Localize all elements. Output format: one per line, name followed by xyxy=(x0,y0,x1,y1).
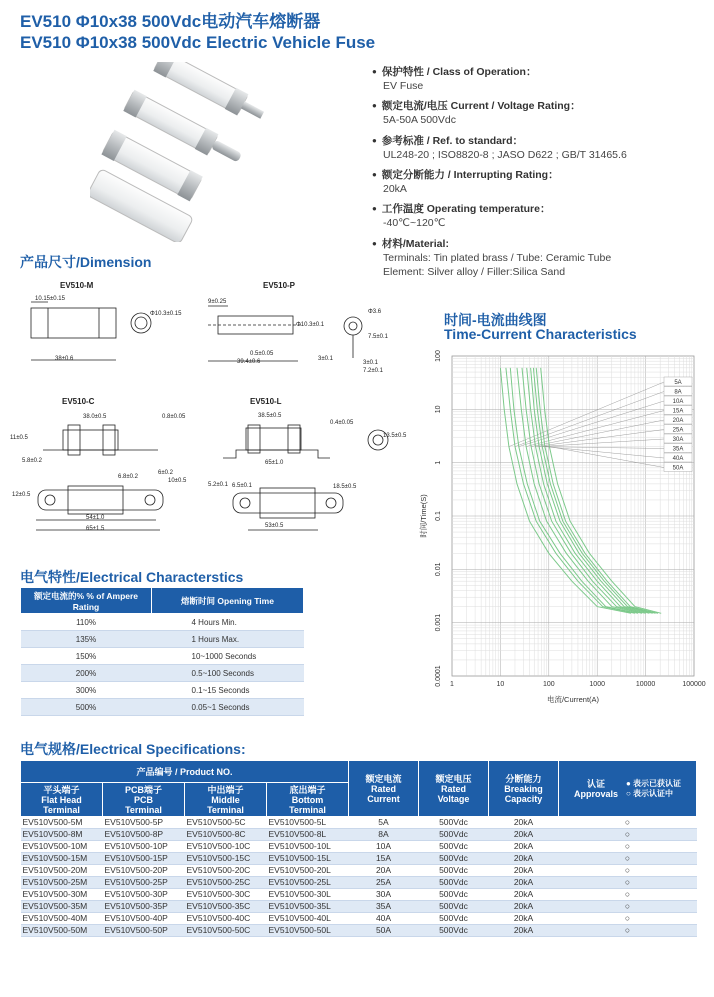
table-row xyxy=(21,682,304,699)
pending-legend: ○ 表示认证中 xyxy=(625,788,674,798)
value-cell: 20kA xyxy=(489,841,559,853)
legend-label-30A: 30A xyxy=(672,437,684,443)
approval-cell: ○ xyxy=(559,913,697,925)
part-number-cell: EV510V500-50P xyxy=(103,925,185,937)
dim-c-d6: 6±0.2 xyxy=(158,470,173,476)
dim-c-d1: 38.0±0.5 xyxy=(83,414,107,420)
dim-c-d5: 6.8±0.2 xyxy=(118,474,138,480)
approval-cell: ○ xyxy=(559,925,697,937)
part-number-cell: EV510V500-20C xyxy=(185,865,267,877)
dim-l-d5: 6.5±0.1 xyxy=(232,483,252,489)
value-cell: 15A xyxy=(349,853,419,865)
approved-legend: ● 表示已获认证 xyxy=(625,778,682,788)
part-number-cell: EV510V500-35C xyxy=(185,901,267,913)
percent-cell: 200% xyxy=(21,665,152,682)
breaking-header: 分断能力 Breaking Capacity xyxy=(489,761,559,817)
part-number-cell: EV510V500-40L xyxy=(267,913,349,925)
dim-c-d7: 10±0.5 xyxy=(168,478,187,484)
spec-rating: ● 额定电流/电压 Current / Voltage Rating： 5A-50A 500Vdc xyxy=(372,99,702,127)
value-cell: 500Vdc xyxy=(419,877,489,889)
dim-l-d7: 18.5±0.5 xyxy=(333,484,357,490)
value-cell: 500Vdc xyxy=(419,901,489,913)
tc-heading-cn: 时间-电流曲线图 xyxy=(444,312,547,328)
y-tick-label: 0.01 xyxy=(435,562,442,577)
spec-interrupting: ● 额定分断能力 / Interrupting Rating： 20kA xyxy=(372,168,702,196)
table-row xyxy=(21,841,697,853)
terminal-header-2: 中出端子 Middle Terminal xyxy=(185,783,267,817)
part-number-cell: EV510V500-5L xyxy=(267,817,349,829)
part-number-cell: EV510V500-40P xyxy=(103,913,185,925)
x-tick-label: 100 xyxy=(542,681,555,688)
part-number-cell: EV510V500-25L xyxy=(267,877,349,889)
part-number-cell: EV510V500-50L xyxy=(267,925,349,937)
part-number-cell: EV510V500-25M xyxy=(21,877,103,889)
value-cell: 20kA xyxy=(489,865,559,877)
title-cn: EV510 Φ10x38 500Vdc电动汽车熔断器 xyxy=(20,12,321,31)
series-leader-50A xyxy=(549,447,664,468)
part-number-cell: EV510V500-30L xyxy=(267,889,349,901)
x-tick-label: 100000 xyxy=(682,681,706,688)
part-number-cell: EV510V500-15C xyxy=(185,853,267,865)
time-current-chart xyxy=(418,346,710,708)
part-number-cell: EV510V500-35M xyxy=(21,901,103,913)
dim-c-d9: 54±1.0 xyxy=(86,515,105,521)
part-number-cell: EV510V500-25P xyxy=(103,877,185,889)
y-tick-label: 10 xyxy=(435,405,442,414)
approval-cell: ○ xyxy=(559,877,697,889)
dim-p-d2: Φ10.3±0.1 xyxy=(296,322,325,328)
part-number-cell: EV510V500-20M xyxy=(21,865,103,877)
value-cell: 5A xyxy=(349,817,419,829)
part-number-cell: EV510V500-40M xyxy=(21,913,103,925)
part-number-cell: EV510V500-8M xyxy=(21,829,103,841)
product-no-header: 产品编号 / Product NO. xyxy=(21,761,349,783)
product-photo xyxy=(90,62,270,242)
value-cell: 500Vdc xyxy=(419,853,489,865)
y-tick-label: 0.1 xyxy=(435,511,442,521)
value-cell: 20kA xyxy=(489,901,559,913)
value-cell: 500Vdc xyxy=(419,841,489,853)
part-number-cell: EV510V500-10C xyxy=(185,841,267,853)
table-row xyxy=(21,829,697,841)
percent-cell: 135% xyxy=(21,631,152,648)
value-cell: 500Vdc xyxy=(419,817,489,829)
spec-material: ● 材料/Material: Terminals: Tin plated brass / Tube: Ceramic Tube Element: Silver alloy / Filler:Silica Sand xyxy=(372,237,702,279)
x-axis-label: 电流/Current(A) xyxy=(546,695,600,704)
dim-c-d2: 0.8±0.05 xyxy=(162,414,186,420)
table-row xyxy=(21,865,697,877)
dim-c-name: EV510-C xyxy=(62,397,95,406)
table-row xyxy=(21,913,697,925)
legend-label-8A: 8A xyxy=(674,389,682,396)
dim-m-d1: 10.15±0.15 xyxy=(35,296,65,302)
part-number-cell: EV510V500-15P xyxy=(103,853,185,865)
dim-c-d3: 11±0.5 xyxy=(10,435,28,441)
value-cell: 500Vdc xyxy=(419,889,489,901)
tc-heading-en: Time-Current Characteristics xyxy=(444,326,637,342)
legend-label-40A: 40A xyxy=(672,456,684,462)
table-row xyxy=(21,614,304,631)
percent-cell: 300% xyxy=(21,682,152,699)
legend-label-35A: 35A xyxy=(672,446,684,453)
time-cell: 10~1000 Seconds xyxy=(152,648,304,665)
dim-p-d5: Φ3.6 xyxy=(368,309,382,315)
y-axis-label: 时间/Time(S) xyxy=(419,494,428,538)
dim-c-d10: 65±1.5 xyxy=(86,526,105,532)
part-number-cell: EV510V500-20P xyxy=(103,865,185,877)
approvals-header: 认证 Approvals ● 表示已获认证 ○ 表示认证中 xyxy=(559,761,697,817)
specs-table xyxy=(20,760,697,937)
part-number-cell: EV510V500-50C xyxy=(185,925,267,937)
part-number-cell: EV510V500-35L xyxy=(267,901,349,913)
table-row xyxy=(21,817,697,829)
part-number-cell: EV510V500-8L xyxy=(267,829,349,841)
time-cell: 0.5~100 Seconds xyxy=(152,665,304,682)
value-cell: 20kA xyxy=(489,889,559,901)
time-cell: 4 Hours Min. xyxy=(152,614,304,631)
spec-class: ● 保护特性 / Class of Operation： EV Fuse xyxy=(372,65,702,93)
time-cell: 1 Hours Max. xyxy=(152,631,304,648)
table-row xyxy=(21,648,304,665)
x-tick-label: 1000 xyxy=(589,681,605,688)
legend-label-50A: 50A xyxy=(672,465,684,472)
value-cell: 20A xyxy=(349,865,419,877)
part-number-cell: EV510V500-10L xyxy=(267,841,349,853)
part-number-cell: EV510V500-30C xyxy=(185,889,267,901)
value-cell: 20kA xyxy=(489,925,559,937)
part-number-cell: EV510V500-10P xyxy=(103,841,185,853)
dim-p-d3: 0.5±0.05 xyxy=(250,351,274,357)
value-cell: 500Vdc xyxy=(419,913,489,925)
part-number-cell: EV510V500-15L xyxy=(267,853,349,865)
legend-label-10A: 10A xyxy=(672,399,684,405)
x-tick-label: 10000 xyxy=(635,681,656,688)
table-row xyxy=(21,901,697,913)
dim-p-d6: 7.5±0.1 xyxy=(368,334,388,340)
dim-l-d3: 13.5±0.5 xyxy=(383,433,407,439)
rated-voltage-header: 额定电压 Rated Voltage xyxy=(419,761,489,817)
col-opening-time: 熔断时间 Opening Time xyxy=(152,588,304,614)
dim-m-d3: 38±0.6 xyxy=(55,356,74,362)
part-number-cell: EV510V500-35P xyxy=(103,901,185,913)
part-number-cell: EV510V500-8C xyxy=(185,829,267,841)
approval-cell: ○ xyxy=(559,865,697,877)
part-number-cell: EV510V500-10M xyxy=(21,841,103,853)
part-number-cell: EV510V500-30P xyxy=(103,889,185,901)
dim-l-d2: 0.4±0.05 xyxy=(330,420,354,426)
dim-l-d6: 5.2±0.1 xyxy=(208,482,228,488)
legend-label-5A: 5A xyxy=(674,380,682,386)
title-en: EV510 Φ10x38 500Vdc Electric Vehicle Fuse xyxy=(20,33,376,52)
dim-l-d4: 65±1.0 xyxy=(265,460,284,466)
dim-p-d9: 7.2±0.1 xyxy=(363,368,383,374)
table-row xyxy=(21,699,304,716)
value-cell: 50A xyxy=(349,925,419,937)
part-number-cell: EV510V500-8P xyxy=(103,829,185,841)
approval-cell: ○ xyxy=(559,817,697,829)
y-tick-label: 0.0001 xyxy=(435,665,442,687)
part-number-cell: EV510V500-5P xyxy=(103,817,185,829)
legend-label-20A: 20A xyxy=(672,418,684,424)
y-tick-label: 100 xyxy=(435,350,442,362)
dim-p-name: EV510-P xyxy=(263,281,296,290)
specs-heading: 电气规格/Electrical Specifications: xyxy=(20,741,246,757)
part-number-cell: EV510V500-40C xyxy=(185,913,267,925)
approval-cell: ○ xyxy=(559,829,697,841)
terminal-header-0: 平头端子 Flat Head Terminal xyxy=(21,783,103,817)
dim-l-d8: 53±0.5 xyxy=(265,523,284,529)
table-row xyxy=(21,853,697,865)
dim-m-name: EV510-M xyxy=(60,281,94,290)
time-cell: 0.1~15 Seconds xyxy=(152,682,304,699)
part-number-cell: EV510V500-5C xyxy=(185,817,267,829)
y-tick-label: 1 xyxy=(435,460,442,465)
table-row xyxy=(21,889,697,901)
spec-standard: ● 参考标准 / Ref. to standard： UL248-20 ; ISO8820-8 ; JASO D622 ; GB/T 31465.6 xyxy=(372,134,702,162)
terminal-header-1: PCB端子 PCB Terminal xyxy=(103,783,185,817)
table-row xyxy=(21,631,304,648)
approval-cell: ○ xyxy=(559,853,697,865)
approval-cell: ○ xyxy=(559,889,697,901)
part-number-cell: EV510V500-50M xyxy=(21,925,103,937)
value-cell: 40A xyxy=(349,913,419,925)
chart-labels xyxy=(418,350,706,704)
value-cell: 500Vdc xyxy=(419,925,489,937)
series-leader-30A xyxy=(539,439,664,447)
percent-cell: 150% xyxy=(21,648,152,665)
dimension-drawings xyxy=(8,278,428,548)
value-cell: 20kA xyxy=(489,829,559,841)
table-row xyxy=(21,925,697,937)
dim-c-d8: 12±0.5 xyxy=(12,492,31,498)
series-leader-10A xyxy=(519,401,664,447)
dim-m-d2: Φ10.3±0.15 xyxy=(150,311,182,317)
spec-temperature: ● 工作温度 Operating temperature： -40℃~120℃ xyxy=(372,202,702,230)
value-cell: 30A xyxy=(349,889,419,901)
value-cell: 500Vdc xyxy=(419,829,489,841)
rated-current-header: 额定电流 Rated Current xyxy=(349,761,419,817)
part-number-cell: EV510V500-5M xyxy=(21,817,103,829)
dim-l-name: EV510-L xyxy=(250,397,282,406)
value-cell: 20kA xyxy=(489,853,559,865)
percent-cell: 500% xyxy=(21,699,152,716)
dim-p-d8: 3±0.1 xyxy=(363,360,378,366)
chart-grid xyxy=(452,356,694,676)
time-cell: 0.05~1 Seconds xyxy=(152,699,304,716)
value-cell: 20kA xyxy=(489,817,559,829)
part-number-cell: EV510V500-20L xyxy=(267,865,349,877)
electrical-heading: 电气特性/Electrical Characterstics xyxy=(20,569,244,585)
table-row xyxy=(21,877,697,889)
value-cell: 8A xyxy=(349,829,419,841)
dim-p-d7: 3±0.1 xyxy=(318,356,333,362)
legend-label-25A: 25A xyxy=(672,427,684,434)
dim-l-d1: 38.5±0.5 xyxy=(258,413,282,419)
y-tick-label: 0.001 xyxy=(435,613,442,632)
approval-cell: ○ xyxy=(559,901,697,913)
part-number-cell: EV510V500-30M xyxy=(21,889,103,901)
dim-p-d4: 39.4±0.6 xyxy=(237,359,261,365)
dim-c-d4: 5.8±0.2 xyxy=(22,458,42,464)
value-cell: 500Vdc xyxy=(419,865,489,877)
terminal-header-3: 底出端子 Bottom Terminal xyxy=(267,783,349,817)
percent-cell: 110% xyxy=(21,614,152,631)
value-cell: 35A xyxy=(349,901,419,913)
col-percent: 额定电流的% % of Ampere Rating xyxy=(21,588,152,614)
part-number-cell: EV510V500-15M xyxy=(21,853,103,865)
value-cell: 25A xyxy=(349,877,419,889)
electrical-table xyxy=(20,587,304,716)
dim-p-d1: 9±0.25 xyxy=(208,299,227,305)
table-row xyxy=(21,665,304,682)
value-cell: 20kA xyxy=(489,877,559,889)
value-cell: 20kA xyxy=(489,913,559,925)
x-tick-label: 1 xyxy=(450,681,454,688)
legend-label-15A: 15A xyxy=(672,408,684,415)
x-tick-label: 10 xyxy=(496,681,505,688)
part-number-cell: EV510V500-25C xyxy=(185,877,267,889)
approval-cell: ○ xyxy=(559,841,697,853)
dimension-heading: 产品尺寸/Dimension xyxy=(20,254,152,270)
value-cell: 10A xyxy=(349,841,419,853)
